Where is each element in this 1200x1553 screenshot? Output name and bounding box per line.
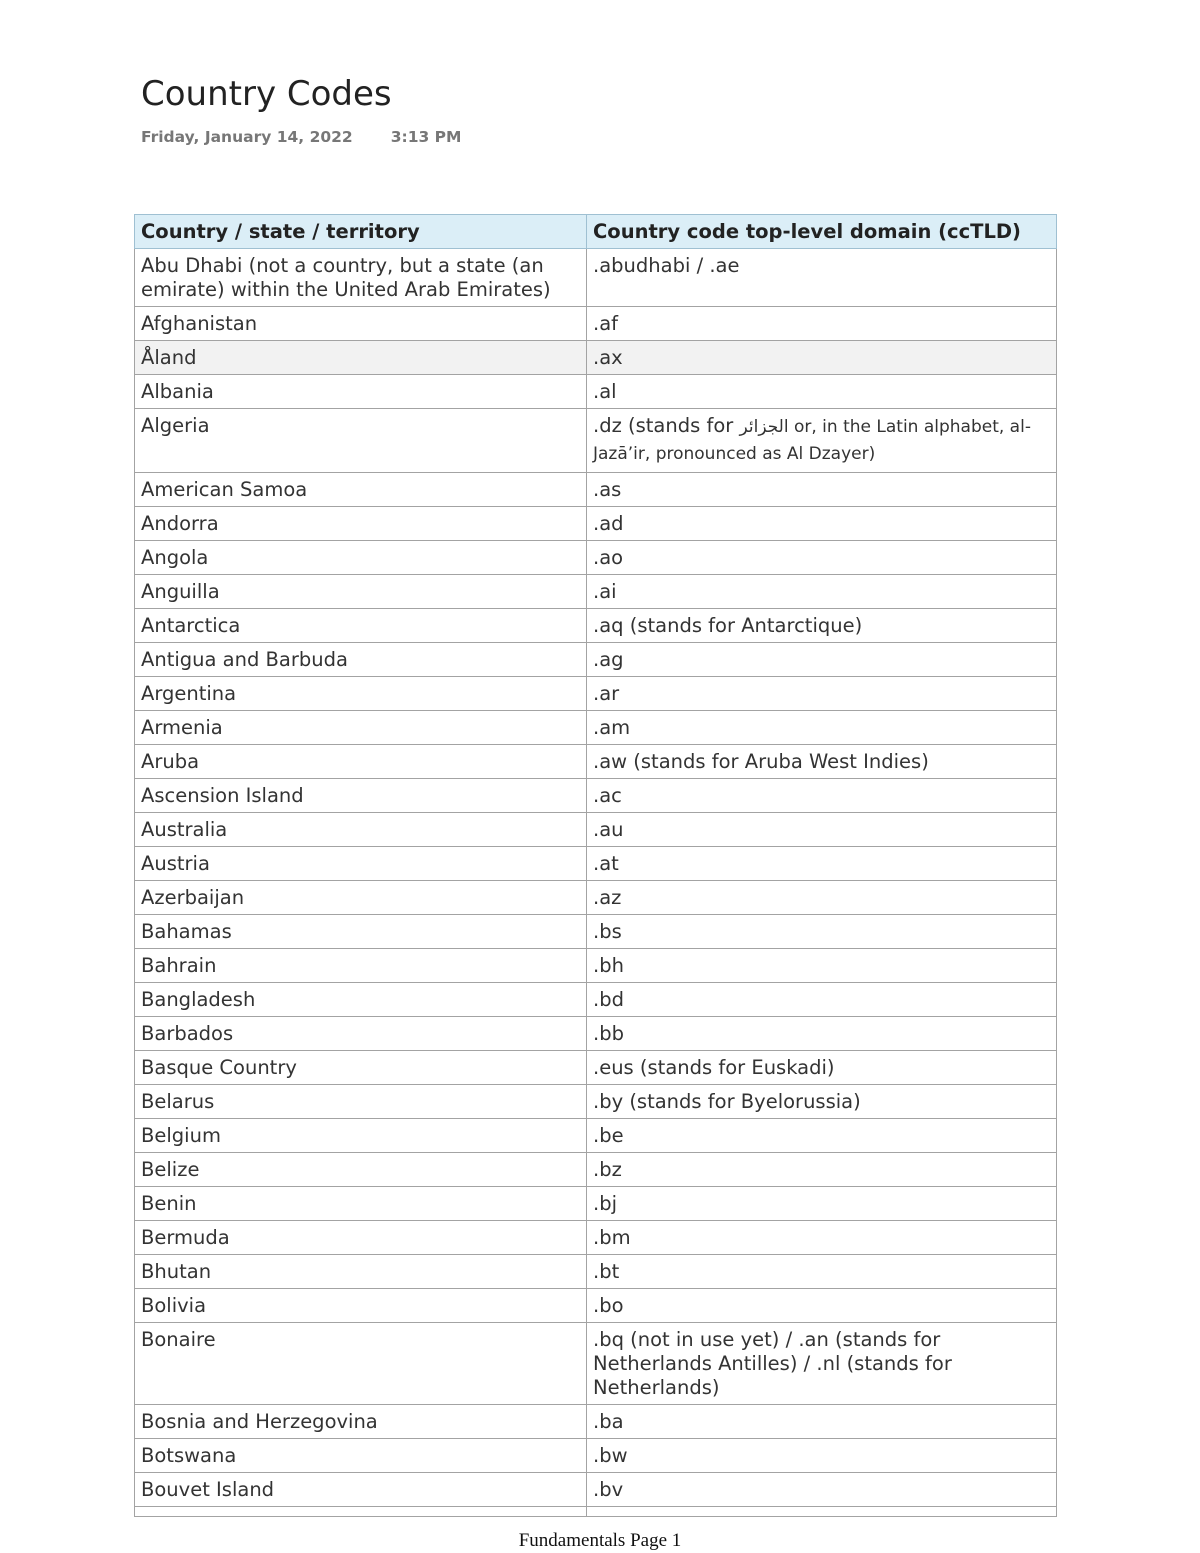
country-cell: Bouvet Island <box>135 1473 587 1507</box>
country-cell: Antarctica <box>135 609 587 643</box>
country-cell: Argentina <box>135 677 587 711</box>
table-row <box>135 779 1057 813</box>
cctld-cell: .af <box>587 307 1057 341</box>
cctld-cell: .ax <box>587 341 1057 375</box>
table-row <box>135 1405 1057 1439</box>
page-date: Friday, January 14, 2022 <box>141 128 353 146</box>
country-cell: Åland <box>135 341 587 375</box>
cctld-cell: .eus (stands for Euskadi) <box>587 1051 1057 1085</box>
table-row <box>135 541 1057 575</box>
country-cell: Belgium <box>135 1119 587 1153</box>
table-row <box>135 409 1057 473</box>
country-cell: Barbados <box>135 1017 587 1051</box>
table-row <box>135 249 1057 307</box>
cctld-cell: .ac <box>587 779 1057 813</box>
country-cell: Bosnia and Herzegovina <box>135 1405 587 1439</box>
page-meta <box>141 128 461 146</box>
table-row <box>135 1507 1057 1517</box>
cctld-note: or, in the Latin alphabet, al-Jazā’ir, pronounced as Al Dzayer) <box>593 417 1031 464</box>
country-cell: Bahrain <box>135 949 587 983</box>
table-row <box>135 1153 1057 1187</box>
country-cell: Botswana <box>135 1439 587 1473</box>
table-row <box>135 1255 1057 1289</box>
country-cell <box>135 1507 587 1517</box>
table-row <box>135 1051 1057 1085</box>
table-row <box>135 1119 1057 1153</box>
table-row <box>135 507 1057 541</box>
cctld-cell: .ad <box>587 507 1057 541</box>
country-cell: Afghanistan <box>135 307 587 341</box>
cctld-cell: .bh <box>587 949 1057 983</box>
country-cell: Bermuda <box>135 1221 587 1255</box>
country-cell: Abu Dhabi (not a country, but a state (an emirate) within the United Arab Emirates) <box>135 249 587 307</box>
cctld-cell: .bj <box>587 1187 1057 1221</box>
cctld-cell: .bm <box>587 1221 1057 1255</box>
table-row <box>135 643 1057 677</box>
country-cell: Andorra <box>135 507 587 541</box>
country-cell: Algeria <box>135 409 587 473</box>
country-cell: Benin <box>135 1187 587 1221</box>
table-row <box>135 1085 1057 1119</box>
table-row <box>135 375 1057 409</box>
cctld-cell: .bq (not in use yet) / .an (stands for Netherlands Antilles) / .nl (stands for Netherlands) <box>587 1323 1057 1405</box>
table-row <box>135 745 1057 779</box>
cctld-cell: .by (stands for Byelorussia) <box>587 1085 1057 1119</box>
country-cell: Ascension Island <box>135 779 587 813</box>
cctld-cell: .bt <box>587 1255 1057 1289</box>
cctld-cell: .abudhabi / .ae <box>587 249 1057 307</box>
header-cctld: Country code top-level domain (ccTLD) <box>587 215 1057 249</box>
country-cell: Aruba <box>135 745 587 779</box>
page-footer: Fundamentals Page 1 <box>518 1530 682 1551</box>
table-row <box>135 983 1057 1017</box>
cctld-cell: .bv <box>587 1473 1057 1507</box>
cctld-cell: .ba <box>587 1405 1057 1439</box>
cctld-cell: .az <box>587 881 1057 915</box>
country-cell: Armenia <box>135 711 587 745</box>
page-time: 3:13 PM <box>390 128 462 146</box>
cctld-cell: .bs <box>587 915 1057 949</box>
cctld-cell: .au <box>587 813 1057 847</box>
country-cell: Antigua and Barbuda <box>135 643 587 677</box>
country-cell: Anguilla <box>135 575 587 609</box>
table-row <box>135 915 1057 949</box>
table-row <box>135 677 1057 711</box>
cctld-cell: .as <box>587 473 1057 507</box>
country-codes-table <box>134 214 1057 1517</box>
cctld-cell: .ao <box>587 541 1057 575</box>
table-row <box>135 609 1057 643</box>
table-row <box>135 711 1057 745</box>
country-cell: Australia <box>135 813 587 847</box>
country-cell: Belarus <box>135 1085 587 1119</box>
country-cell: Bonaire <box>135 1323 587 1405</box>
table-row <box>135 1187 1057 1221</box>
cctld-cell: .ar <box>587 677 1057 711</box>
cctld-cell: .am <box>587 711 1057 745</box>
country-cell: Belize <box>135 1153 587 1187</box>
cctld-cell <box>587 1507 1057 1517</box>
cctld-cell: .aw (stands for Aruba West Indies) <box>587 745 1057 779</box>
table-row <box>135 1017 1057 1051</box>
cctld-cell: .bd <box>587 983 1057 1017</box>
header-country: Country / state / territory <box>135 215 587 249</box>
country-cell: Albania <box>135 375 587 409</box>
cctld-cell: .ag <box>587 643 1057 677</box>
table-row <box>135 1289 1057 1323</box>
table-row <box>135 813 1057 847</box>
cctld-cell: .al <box>587 375 1057 409</box>
country-cell: Bhutan <box>135 1255 587 1289</box>
table-row <box>135 881 1057 915</box>
table-row <box>135 1221 1057 1255</box>
table-body <box>135 249 1057 1517</box>
arabic-name: الجزائر <box>739 417 789 437</box>
page-title: Country Codes <box>141 74 392 114</box>
table-row <box>135 473 1057 507</box>
cctld-cell <box>587 409 1057 473</box>
cctld-cell: .bo <box>587 1289 1057 1323</box>
table-row <box>135 341 1057 375</box>
cctld-text: .dz (stands for <box>593 414 740 437</box>
table-row <box>135 575 1057 609</box>
country-cell: Azerbaijan <box>135 881 587 915</box>
cctld-cell: .bz <box>587 1153 1057 1187</box>
cctld-cell: .ai <box>587 575 1057 609</box>
table-row <box>135 1323 1057 1405</box>
country-cell: Bahamas <box>135 915 587 949</box>
table-row <box>135 1439 1057 1473</box>
country-cell: Bangladesh <box>135 983 587 1017</box>
country-cell: Basque Country <box>135 1051 587 1085</box>
table-row <box>135 307 1057 341</box>
cctld-cell: .aq (stands for Antarctique) <box>587 609 1057 643</box>
country-cell: Angola <box>135 541 587 575</box>
table-row <box>135 1473 1057 1507</box>
country-cell: American Samoa <box>135 473 587 507</box>
table-row <box>135 949 1057 983</box>
country-codes-table-container <box>134 214 1056 1501</box>
cctld-cell: .bw <box>587 1439 1057 1473</box>
country-cell: Austria <box>135 847 587 881</box>
cctld-cell: .be <box>587 1119 1057 1153</box>
cctld-cell: .bb <box>587 1017 1057 1051</box>
table-row <box>135 847 1057 881</box>
cctld-cell: .at <box>587 847 1057 881</box>
table-header-row <box>135 215 1057 249</box>
country-cell: Bolivia <box>135 1289 587 1323</box>
